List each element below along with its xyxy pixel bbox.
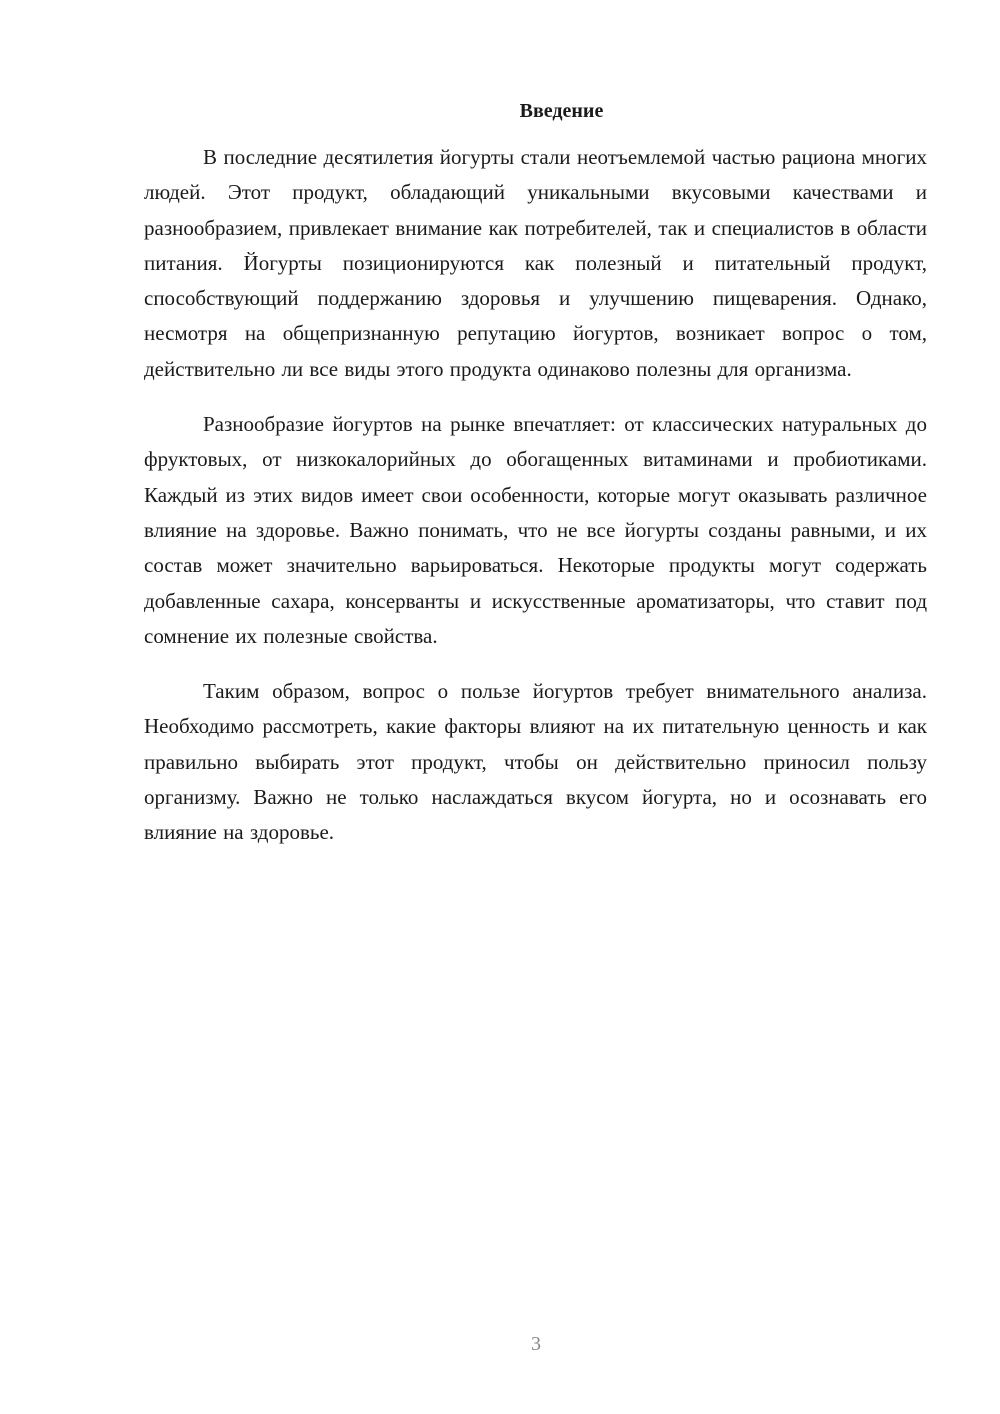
page-number: 3 <box>531 1333 541 1355</box>
section-title: Введение <box>519 100 604 122</box>
paragraph-1: В последние десятилетия йогурты стали неотъемлемой частью рациона многих людей. Этот продукт, обладающий уникальными вкусовыми качествами и разнообразием, привлекает внимание как потребителей, так и специалистов в области питания. Йогурты позиционируются как полезный и питательный продукт, способствующий поддержанию здоровья и улучшению пищеварения. Однако, несмотря на общепризнанную репутацию йогуртов, возникает вопрос о том, действительно ли все виды этого продукта одинаково полезны для организма. <box>144 145 927 381</box>
paragraph-3: Таким образом, вопрос о пользе йогуртов требует внимательного анализа. Необходимо рассмотреть, какие факторы влияют на их питательную ценность и как правильно выбирать этот продукт, чтобы он действительно приносил пользу организму. Важно не только наслаждаться вкусом йогурта, но и осознавать его влияние на здоровье. <box>144 679 927 845</box>
document-body <box>144 96 927 871</box>
paragraph-2: Разнообразие йогуртов на рынке впечатляет: от классических натуральных до фруктовых, от низкокалорийных до обогащенных витаминами и пробиотиками. Каждый из этих видов имеет свои особенности, которые могут оказывать различное влияние на здоровье. Важно понимать, что не все йогурты созданы равными, и их состав может значительно варьироваться. Некоторые продукты могут содержать добавленные сахара, консерванты и искусственные ароматизаторы, что ставит под сомнение их полезные свойства. <box>144 412 927 648</box>
